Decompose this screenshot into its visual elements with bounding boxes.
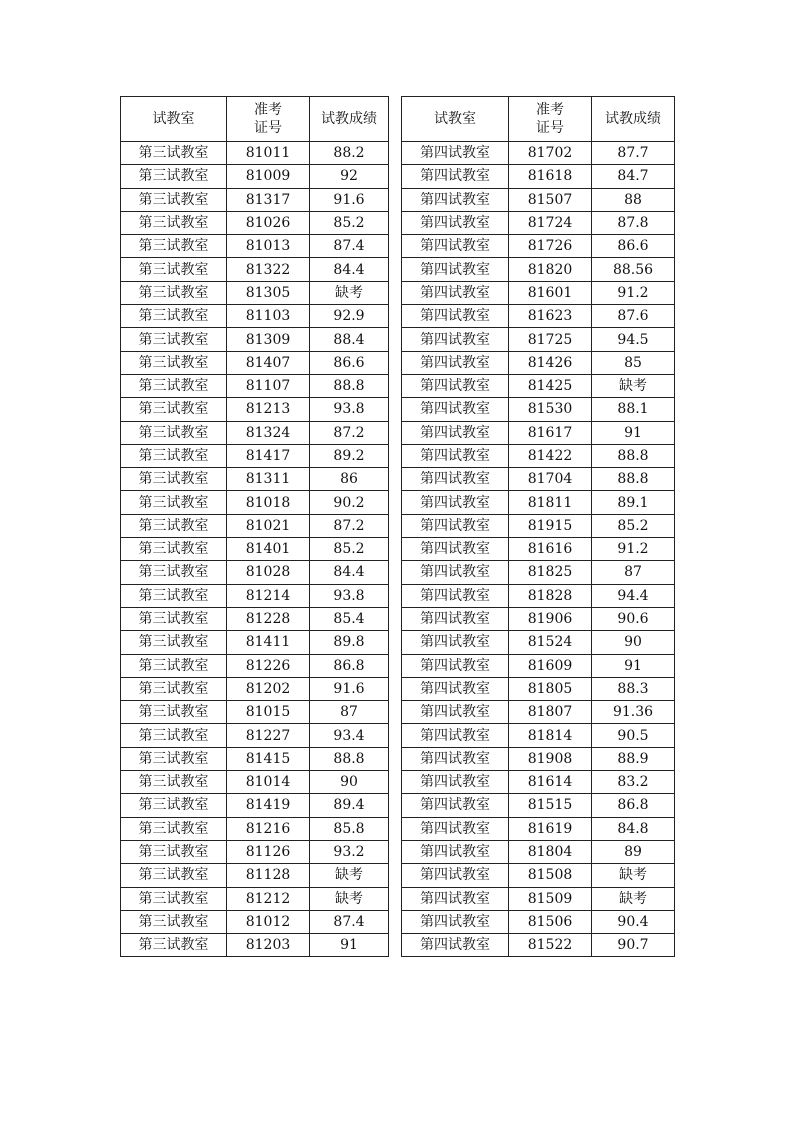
table-row: [121, 771, 389, 794]
room-cell: 第三试教室: [121, 677, 227, 700]
table-row: [402, 817, 675, 840]
room-cell: 第四试教室: [402, 701, 509, 724]
score-cell: 94.4: [592, 584, 675, 607]
room-cell: 第三试教室: [121, 281, 227, 304]
room-cell: 第四试教室: [402, 747, 509, 770]
score-cell: 93.4: [310, 724, 389, 747]
score-cell: 91: [592, 654, 675, 677]
score-cell: 90: [592, 631, 675, 654]
table-row: [121, 864, 389, 887]
score-cell: 84.8: [592, 817, 675, 840]
score-cell: 90: [310, 771, 389, 794]
score-cell: 86.8: [310, 654, 389, 677]
exam-id-cell: 81805: [509, 677, 592, 700]
exam-id-cell: 81623: [509, 305, 592, 328]
exam-id-cell: 81202: [227, 677, 310, 700]
exam-id-cell: 81515: [509, 794, 592, 817]
table-row: [121, 561, 389, 584]
score-cell: 90.4: [592, 910, 675, 933]
exam-id-cell: 81417: [227, 444, 310, 467]
table-row: [402, 771, 675, 794]
exam-id-cell: 81425: [509, 374, 592, 397]
score-cell: 88.2: [310, 142, 389, 165]
room-cell: 第三试教室: [121, 398, 227, 421]
exam-id-cell: 81322: [227, 258, 310, 281]
score-cell: 92.9: [310, 305, 389, 328]
score-cell: 91.6: [310, 677, 389, 700]
score-cell: 91: [310, 934, 389, 957]
score-cell: 89.4: [310, 794, 389, 817]
score-cell: 84.7: [592, 165, 675, 188]
score-cell: 84.4: [310, 258, 389, 281]
header-exam-id-line1: 准考: [254, 102, 282, 118]
table-row: [402, 351, 675, 374]
table-row: [402, 374, 675, 397]
room-cell: 第三试教室: [121, 934, 227, 957]
room-cell: 第三试教室: [121, 910, 227, 933]
table-row: [121, 328, 389, 351]
exam-id-cell: 81609: [509, 654, 592, 677]
table-row: [121, 817, 389, 840]
header-row: [402, 97, 675, 142]
room-cell: 第四试教室: [402, 188, 509, 211]
exam-id-cell: 81524: [509, 631, 592, 654]
room-cell: 第四试教室: [402, 211, 509, 234]
exam-id-cell: 81309: [227, 328, 310, 351]
room-cell: 第四试教室: [402, 794, 509, 817]
room-cell: 第四试教室: [402, 258, 509, 281]
exam-id-cell: 81009: [227, 165, 310, 188]
score-cell: 缺考: [310, 864, 389, 887]
score-cell: 86.6: [310, 351, 389, 374]
room-cell: 第三试教室: [121, 165, 227, 188]
score-cell: 85.2: [310, 538, 389, 561]
table-row: [121, 281, 389, 304]
score-cell: 89: [592, 840, 675, 863]
table-row: [402, 235, 675, 258]
score-cell: 91.36: [592, 701, 675, 724]
score-cell: 87.2: [310, 514, 389, 537]
room-cell: 第四试教室: [402, 398, 509, 421]
table-row: [402, 677, 675, 700]
score-cell: 88: [592, 188, 675, 211]
exam-id-cell: 81213: [227, 398, 310, 421]
room-cell: 第四试教室: [402, 864, 509, 887]
room-cell: 第三试教室: [121, 188, 227, 211]
exam-id-cell: 81226: [227, 654, 310, 677]
score-cell: 88.8: [592, 444, 675, 467]
table-row: [402, 514, 675, 537]
exam-id-cell: 81415: [227, 747, 310, 770]
exam-id-cell: 81128: [227, 864, 310, 887]
score-cell: 93.2: [310, 840, 389, 863]
exam-id-cell: 81028: [227, 561, 310, 584]
header-exam-id: [227, 97, 310, 142]
exam-id-cell: 81906: [509, 607, 592, 630]
table-row: [121, 631, 389, 654]
room-cell: 第四试教室: [402, 584, 509, 607]
exam-id-cell: 81506: [509, 910, 592, 933]
table-row: [402, 910, 675, 933]
exam-id-cell: 81508: [509, 864, 592, 887]
room-cell: 第四试教室: [402, 654, 509, 677]
score-cell: 88.8: [310, 747, 389, 770]
header-exam-id-line2: 证号: [536, 120, 564, 136]
score-cell: 91.2: [592, 281, 675, 304]
room-cell: 第四试教室: [402, 374, 509, 397]
room-cell: 第三试教室: [121, 514, 227, 537]
table-row: [121, 654, 389, 677]
exam-id-cell: 81726: [509, 235, 592, 258]
exam-id-cell: 81522: [509, 934, 592, 957]
exam-id-cell: 81616: [509, 538, 592, 561]
score-cell: 87.8: [592, 211, 675, 234]
score-cell: 88.3: [592, 677, 675, 700]
score-cell: 92: [310, 165, 389, 188]
table-row: [121, 794, 389, 817]
exam-id-cell: 81825: [509, 561, 592, 584]
score-cell: 缺考: [310, 281, 389, 304]
table-row: [121, 514, 389, 537]
table-row: [121, 165, 389, 188]
exam-id-cell: 81908: [509, 747, 592, 770]
room-cell: 第四试教室: [402, 491, 509, 514]
score-cell: 缺考: [592, 887, 675, 910]
table-row: [402, 654, 675, 677]
room-cell: 第三试教室: [121, 817, 227, 840]
room-cell: 第三试教室: [121, 771, 227, 794]
exam-id-cell: 81013: [227, 235, 310, 258]
room-cell: 第四试教室: [402, 817, 509, 840]
room-cell: 第三试教室: [121, 305, 227, 328]
room-cell: 第四试教室: [402, 840, 509, 863]
score-cell: 93.8: [310, 584, 389, 607]
header-score: 试教成绩: [592, 97, 675, 142]
table-row: [402, 398, 675, 421]
room-cell: 第三试教室: [121, 235, 227, 258]
score-cell: 85.8: [310, 817, 389, 840]
room-cell: 第四试教室: [402, 235, 509, 258]
table-row: [121, 421, 389, 444]
table-row: [402, 864, 675, 887]
exam-id-cell: 81305: [227, 281, 310, 304]
room-cell: 第四试教室: [402, 305, 509, 328]
score-cell: 87: [592, 561, 675, 584]
room-cell: 第三试教室: [121, 794, 227, 817]
room-cell: 第四试教室: [402, 328, 509, 351]
room-cell: 第三试教室: [121, 491, 227, 514]
table-row: [121, 258, 389, 281]
room-cell: 第四试教室: [402, 444, 509, 467]
score-cell: 87: [310, 701, 389, 724]
score-cell: 86.6: [592, 235, 675, 258]
exam-id-cell: 81419: [227, 794, 310, 817]
room-cell: 第四试教室: [402, 142, 509, 165]
score-cell: 93.8: [310, 398, 389, 421]
header-room: 试教室: [121, 97, 227, 142]
room-cell: 第四试教室: [402, 771, 509, 794]
exam-id-cell: 81018: [227, 491, 310, 514]
score-cell: 87.7: [592, 142, 675, 165]
exam-id-cell: 81811: [509, 491, 592, 514]
room-cell: 第三试教室: [121, 421, 227, 444]
score-cell: 85: [592, 351, 675, 374]
exam-id-cell: 81227: [227, 724, 310, 747]
exam-id-cell: 81530: [509, 398, 592, 421]
table-row: [402, 887, 675, 910]
exam-id-cell: 81724: [509, 211, 592, 234]
exam-id-cell: 81509: [509, 887, 592, 910]
table-row: [402, 701, 675, 724]
score-cell: 91: [592, 421, 675, 444]
score-cell: 90.2: [310, 491, 389, 514]
score-cell: 缺考: [310, 887, 389, 910]
room-cell: 第四试教室: [402, 538, 509, 561]
exam-id-cell: 81212: [227, 887, 310, 910]
exam-id-cell: 81014: [227, 771, 310, 794]
room-cell: 第三试教室: [121, 607, 227, 630]
room-cell: 第四试教室: [402, 677, 509, 700]
score-cell: 90.6: [592, 607, 675, 630]
room-cell: 第三试教室: [121, 747, 227, 770]
room-cell: 第四试教室: [402, 165, 509, 188]
room-cell: 第三试教室: [121, 654, 227, 677]
exam-id-cell: 81702: [509, 142, 592, 165]
score-cell: 89.2: [310, 444, 389, 467]
exam-id-cell: 81407: [227, 351, 310, 374]
exam-id-cell: 81820: [509, 258, 592, 281]
room-cell: 第三试教室: [121, 328, 227, 351]
exam-id-cell: 81601: [509, 281, 592, 304]
header-score: 试教成绩: [310, 97, 389, 142]
room-cell: 第三试教室: [121, 211, 227, 234]
score-cell: 91.6: [310, 188, 389, 211]
score-cell: 87.2: [310, 421, 389, 444]
score-cell: 88.56: [592, 258, 675, 281]
table-row: [402, 444, 675, 467]
table-row: [402, 538, 675, 561]
room-cell: 第三试教室: [121, 374, 227, 397]
table-row: [121, 235, 389, 258]
header-room: 试教室: [402, 97, 509, 142]
table-row: [402, 584, 675, 607]
exam-id-cell: 81614: [509, 771, 592, 794]
table-row: [402, 468, 675, 491]
room-cell: 第三试教室: [121, 444, 227, 467]
score-cell: 83.2: [592, 771, 675, 794]
room-cell: 第三试教室: [121, 631, 227, 654]
exam-id-cell: 81814: [509, 724, 592, 747]
score-cell: 88.9: [592, 747, 675, 770]
exam-id-cell: 81401: [227, 538, 310, 561]
room-cell: 第四试教室: [402, 421, 509, 444]
table-row: [402, 934, 675, 957]
score-cell: 91.2: [592, 538, 675, 561]
score-cell: 94.5: [592, 328, 675, 351]
room-cell: 第四试教室: [402, 887, 509, 910]
table-row: [121, 351, 389, 374]
score-table-left: [120, 96, 389, 957]
room-cell: 第四试教室: [402, 724, 509, 747]
exam-id-cell: 81619: [509, 817, 592, 840]
room-cell: 第三试教室: [121, 840, 227, 863]
table-row: [121, 468, 389, 491]
room-cell: 第四试教室: [402, 910, 509, 933]
table-row: [121, 747, 389, 770]
score-cell: 88.1: [592, 398, 675, 421]
score-cell: 缺考: [592, 864, 675, 887]
room-cell: 第三试教室: [121, 561, 227, 584]
score-cell: 89.8: [310, 631, 389, 654]
exam-id-cell: 81807: [509, 701, 592, 724]
table-row: [121, 142, 389, 165]
exam-id-cell: 81618: [509, 165, 592, 188]
exam-id-cell: 81216: [227, 817, 310, 840]
exam-id-cell: 81317: [227, 188, 310, 211]
exam-id-cell: 81214: [227, 584, 310, 607]
header-row: [121, 97, 389, 142]
exam-id-cell: 81126: [227, 840, 310, 863]
table-row: [402, 188, 675, 211]
exam-id-cell: 81411: [227, 631, 310, 654]
score-cell: 90.5: [592, 724, 675, 747]
table-row: [402, 142, 675, 165]
table-row: [402, 258, 675, 281]
exam-id-cell: 81804: [509, 840, 592, 863]
table-row: [402, 840, 675, 863]
table-row: [121, 840, 389, 863]
table-row: [402, 561, 675, 584]
table-row: [402, 491, 675, 514]
room-cell: 第三试教室: [121, 142, 227, 165]
table-row: [121, 584, 389, 607]
room-cell: 第三试教室: [121, 724, 227, 747]
table-row: [402, 281, 675, 304]
room-cell: 第三试教室: [121, 864, 227, 887]
exam-id-cell: 81507: [509, 188, 592, 211]
table-row: [121, 444, 389, 467]
room-cell: 第三试教室: [121, 701, 227, 724]
table-row: [121, 398, 389, 421]
score-table-right: [401, 96, 675, 957]
score-cell: 87.6: [592, 305, 675, 328]
table-row: [402, 794, 675, 817]
room-cell: 第四试教室: [402, 514, 509, 537]
score-cell: 87.4: [310, 910, 389, 933]
header-exam-id-line1: 准考: [536, 102, 564, 118]
score-cell: 90.7: [592, 934, 675, 957]
table-row: [402, 631, 675, 654]
exam-id-cell: 81103: [227, 305, 310, 328]
score-cell: 86.8: [592, 794, 675, 817]
table-row: [121, 211, 389, 234]
exam-id-cell: 81426: [509, 351, 592, 374]
table-row: [121, 724, 389, 747]
table-row: [121, 188, 389, 211]
table-row: [402, 421, 675, 444]
score-cell: 86: [310, 468, 389, 491]
exam-id-cell: 81012: [227, 910, 310, 933]
room-cell: 第四试教室: [402, 607, 509, 630]
room-cell: 第四试教室: [402, 631, 509, 654]
table-row: [402, 305, 675, 328]
table-row: [402, 724, 675, 747]
exam-id-cell: 81324: [227, 421, 310, 444]
room-cell: 第四试教室: [402, 468, 509, 491]
room-cell: 第四试教室: [402, 351, 509, 374]
header-exam-id-line2: 证号: [254, 120, 282, 136]
exam-id-cell: 81311: [227, 468, 310, 491]
score-cell: 88.4: [310, 328, 389, 351]
exam-id-cell: 81422: [509, 444, 592, 467]
exam-id-cell: 81026: [227, 211, 310, 234]
table-row: [402, 328, 675, 351]
exam-id-cell: 81203: [227, 934, 310, 957]
score-cell: 85.2: [310, 211, 389, 234]
table-row: [121, 305, 389, 328]
room-cell: 第三试教室: [121, 468, 227, 491]
score-cell: 84.4: [310, 561, 389, 584]
room-cell: 第三试教室: [121, 584, 227, 607]
table-row: [121, 910, 389, 933]
exam-id-cell: 81107: [227, 374, 310, 397]
room-cell: 第四试教室: [402, 934, 509, 957]
table-row: [402, 747, 675, 770]
table-row: [121, 677, 389, 700]
score-cell: 85.4: [310, 607, 389, 630]
score-cell: 87.4: [310, 235, 389, 258]
room-cell: 第三试教室: [121, 887, 227, 910]
exam-id-cell: 81021: [227, 514, 310, 537]
table-row: [402, 607, 675, 630]
exam-id-cell: 81828: [509, 584, 592, 607]
score-cell: 85.2: [592, 514, 675, 537]
table-row: [121, 538, 389, 561]
table-row: [402, 211, 675, 234]
score-cell: 88.8: [592, 468, 675, 491]
exam-id-cell: 81915: [509, 514, 592, 537]
table-row: [121, 374, 389, 397]
exam-id-cell: 81725: [509, 328, 592, 351]
room-cell: 第四试教室: [402, 561, 509, 584]
table-row: [121, 491, 389, 514]
table-row: [121, 701, 389, 724]
exam-id-cell: 81011: [227, 142, 310, 165]
header-exam-id: [509, 97, 592, 142]
room-cell: 第四试教室: [402, 281, 509, 304]
room-cell: 第三试教室: [121, 538, 227, 561]
table-row: [402, 165, 675, 188]
exam-id-cell: 81015: [227, 701, 310, 724]
score-cell: 89.1: [592, 491, 675, 514]
exam-id-cell: 81228: [227, 607, 310, 630]
room-cell: 第三试教室: [121, 351, 227, 374]
table-row: [121, 607, 389, 630]
table-row: [121, 934, 389, 957]
score-cell: 88.8: [310, 374, 389, 397]
room-cell: 第三试教室: [121, 258, 227, 281]
score-cell: 缺考: [592, 374, 675, 397]
table-row: [121, 887, 389, 910]
exam-id-cell: 81617: [509, 421, 592, 444]
exam-id-cell: 81704: [509, 468, 592, 491]
